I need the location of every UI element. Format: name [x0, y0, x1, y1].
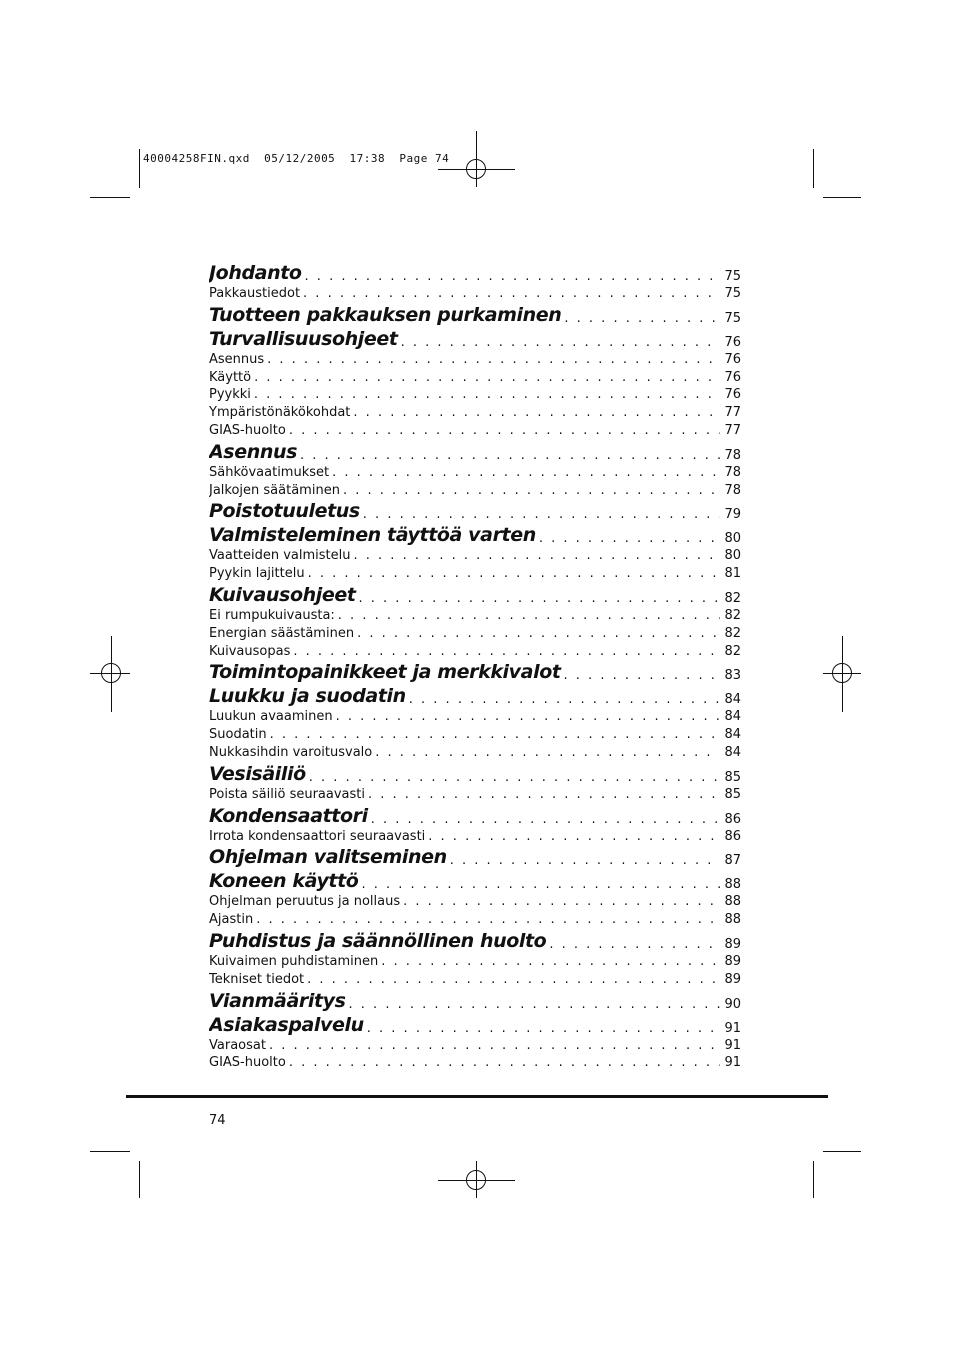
crop-mark — [90, 1151, 130, 1152]
toc-entry-title: Irrota kondensaattori seuraavasti — [209, 828, 426, 844]
dot-leader — [270, 727, 721, 742]
dot-leader — [428, 829, 720, 844]
toc-entry-page: 82 — [724, 607, 741, 623]
toc-entry-page: 78 — [724, 447, 741, 463]
toc-section-entry[interactable] — [209, 930, 741, 954]
crop-mark — [139, 1161, 140, 1198]
toc-entry-page: 88 — [724, 912, 741, 928]
toc-entry-title: Kondensaattori — [209, 804, 368, 827]
toc-subentry[interactable] — [209, 787, 741, 805]
dot-leader — [336, 709, 721, 724]
toc-section-entry[interactable] — [209, 584, 741, 608]
dot-leader — [353, 405, 720, 420]
crop-mark — [823, 197, 861, 198]
toc-subentry[interactable] — [209, 709, 741, 727]
toc-subentry[interactable] — [209, 1055, 741, 1073]
toc-section-entry[interactable] — [209, 990, 741, 1014]
toc-entry-title: Puhdistus ja säännöllinen huolto — [209, 929, 547, 952]
toc-entry-page: 91 — [724, 1020, 741, 1036]
toc-entry-page: 91 — [724, 1037, 741, 1053]
toc-subentry[interactable] — [209, 286, 741, 304]
toc-entry-page: 77 — [724, 422, 741, 438]
toc-section-entry[interactable] — [209, 524, 741, 548]
crop-mark — [813, 1161, 814, 1198]
toc-entry-title: Ohjelman peruutus ja nollaus — [209, 894, 401, 910]
dot-leader — [256, 912, 720, 927]
toc-entry-page: 76 — [724, 369, 741, 385]
toc-entry-page: 89 — [724, 971, 741, 987]
toc-entry-title: GIAS-huolto — [209, 422, 286, 438]
toc-section-entry[interactable] — [209, 500, 741, 524]
toc-entry-page: 79 — [724, 507, 741, 523]
toc-entry-title: Asennus — [209, 351, 265, 367]
toc-subentry[interactable] — [209, 912, 741, 930]
toc-section-entry[interactable] — [209, 846, 741, 870]
toc-entry-page: 85 — [724, 786, 741, 802]
page-number: 74 — [209, 1113, 226, 1128]
toc-entry-title: Pyykki — [209, 387, 251, 403]
dot-leader — [289, 1055, 721, 1070]
dot-leader — [549, 937, 720, 952]
toc-subentry[interactable] — [209, 548, 741, 566]
table-of-contents — [209, 262, 741, 1073]
toc-section-entry[interactable] — [209, 763, 741, 787]
dot-leader — [267, 352, 720, 367]
toc-section-entry[interactable] — [209, 685, 741, 709]
toc-entry-page: 84 — [724, 744, 741, 760]
toc-entry-page: 80 — [724, 548, 741, 564]
dot-leader — [269, 1038, 721, 1053]
toc-entry-title: Pakkaustiedot — [209, 286, 301, 301]
toc-entry-title: Vianmääritys — [209, 989, 346, 1012]
dot-leader — [254, 370, 720, 385]
registration-circle-icon — [832, 663, 852, 683]
dot-leader — [361, 877, 720, 892]
toc-entry-page: 82 — [724, 590, 741, 606]
toc-entry-title: Luukun avaaminen — [209, 709, 333, 725]
dot-leader — [354, 548, 721, 563]
dot-leader — [401, 335, 721, 350]
dot-leader — [564, 311, 720, 326]
toc-subentry[interactable] — [209, 745, 741, 763]
toc-entry-page: 82 — [724, 625, 741, 641]
toc-subentry[interactable] — [209, 608, 741, 626]
toc-subentry[interactable] — [209, 1038, 741, 1056]
toc-section-entry[interactable] — [209, 870, 741, 894]
toc-entry-title: Käyttö — [209, 369, 252, 385]
toc-entry-title: Pyykin lajittelu — [209, 566, 305, 582]
toc-subentry[interactable] — [209, 370, 741, 388]
dot-leader — [308, 566, 721, 581]
dot-leader — [375, 745, 720, 760]
toc-entry-title: Ympäristönäkökohdat — [209, 405, 351, 421]
toc-entry-title: Valmisteleminen täyttöä varten — [209, 524, 536, 547]
toc-entry-title: Kuivausopas — [209, 643, 291, 659]
toc-entry-title: Kuivausohjeet — [209, 583, 356, 606]
toc-entry-page: 80 — [724, 531, 741, 547]
toc-entry-page: 89 — [724, 936, 741, 952]
dot-leader — [371, 812, 721, 827]
dot-leader — [381, 954, 720, 969]
toc-subentry[interactable] — [209, 352, 741, 370]
toc-entry-page: 90 — [724, 996, 741, 1012]
dot-leader — [289, 423, 721, 438]
toc-section-entry[interactable] — [209, 262, 741, 286]
toc-entry-page: 81 — [724, 566, 741, 582]
toc-subentry[interactable] — [209, 387, 741, 405]
toc-section-entry[interactable] — [209, 805, 741, 829]
dot-leader — [332, 465, 720, 480]
toc-entry-page: 84 — [724, 692, 741, 708]
toc-entry-title: Toimintopainikkeet ja merkkivalot — [209, 661, 561, 684]
crop-mark — [823, 1151, 861, 1152]
toc-entry-title: Kuivaimen puhdistaminen — [209, 953, 379, 969]
crop-mark — [813, 149, 814, 188]
toc-entry-page: 85 — [724, 769, 741, 785]
toc-entry-title: Asiakaspalvelu — [209, 1013, 364, 1036]
toc-section-entry[interactable] — [209, 304, 741, 328]
dot-leader — [357, 626, 720, 641]
toc-entry-page: 75 — [724, 286, 741, 301]
toc-section-entry[interactable] — [209, 328, 741, 352]
toc-entry-title: Vesisäiliö — [209, 762, 306, 785]
toc-subentry[interactable] — [209, 727, 741, 745]
dot-leader — [300, 448, 720, 463]
toc-entry-title: Energian säästäminen — [209, 625, 355, 641]
toc-subentry[interactable] — [209, 483, 741, 501]
toc-subentry[interactable] — [209, 829, 741, 847]
toc-entry-page: 89 — [724, 953, 741, 969]
crop-mark — [90, 197, 130, 198]
toc-subentry[interactable] — [209, 405, 741, 423]
dot-leader — [309, 770, 721, 785]
dot-leader — [363, 507, 721, 522]
dot-leader — [409, 692, 721, 707]
crop-mark — [139, 149, 140, 188]
toc-entry-page: 76 — [724, 334, 741, 350]
toc-entry-title: Turvallisuusohjeet — [209, 327, 398, 350]
registration-circle-icon — [466, 1170, 486, 1190]
toc-subentry[interactable] — [209, 626, 741, 644]
toc-entry-title: Sähkövaatimukset — [209, 464, 330, 480]
toc-entry-page: 77 — [724, 405, 741, 421]
toc-entry-page: 75 — [724, 269, 741, 284]
toc-entry-title: Ajastin — [209, 912, 254, 928]
toc-subentry[interactable] — [209, 894, 741, 912]
dot-leader — [539, 531, 721, 546]
dot-leader — [403, 894, 720, 909]
dot-leader — [359, 591, 721, 606]
dot-leader — [564, 668, 721, 683]
toc-entry-title: Poistotuuletus — [209, 500, 360, 523]
toc-entry-title: Tekniset tiedot — [209, 971, 305, 987]
toc-entry-page: 78 — [724, 464, 741, 480]
toc-entry-title: Tuotteen pakkauksen purkaminen — [209, 303, 562, 326]
toc-subentry[interactable] — [209, 423, 741, 441]
dot-leader — [368, 787, 720, 802]
dot-leader — [303, 286, 720, 301]
toc-entry-title: Jalkojen säätäminen — [209, 482, 340, 498]
toc-entry-page: 75 — [724, 310, 741, 326]
registration-circle-icon — [101, 663, 121, 683]
toc-entry-title: Varaosat — [209, 1037, 266, 1053]
toc-entry-page: 86 — [724, 811, 741, 827]
dot-leader — [367, 1021, 721, 1036]
toc-section-entry[interactable] — [209, 1014, 741, 1038]
dot-leader — [450, 853, 721, 868]
toc-entry-page: 83 — [724, 668, 741, 684]
toc-subentry[interactable] — [209, 644, 741, 662]
toc-entry-page: 86 — [724, 828, 741, 844]
toc-entry-page: 84 — [724, 709, 741, 725]
toc-entry-page: 87 — [724, 853, 741, 869]
dot-leader — [343, 483, 721, 498]
toc-entry-title: Luukku ja suodatin — [209, 685, 406, 708]
toc-entry-title: GIAS-huolto — [209, 1055, 286, 1071]
toc-entry-page: 88 — [724, 894, 741, 910]
toc-section-entry[interactable] — [209, 441, 741, 465]
toc-entry-title: Suodatin — [209, 727, 267, 743]
dot-leader — [305, 269, 721, 284]
toc-subentry[interactable] — [209, 954, 741, 972]
dot-leader — [349, 997, 721, 1012]
dot-leader — [338, 608, 721, 623]
toc-entry-page: 88 — [724, 877, 741, 893]
print-slug: 40004258FIN.qxd 05/12/2005 17:38 Page 74 — [143, 152, 450, 165]
footer-rule — [126, 1095, 828, 1098]
toc-entry-page: 76 — [724, 351, 741, 367]
toc-entry-page: 91 — [724, 1055, 741, 1071]
toc-entry-page: 84 — [724, 727, 741, 743]
toc-entry-title: Nukkasihdin varoitusvalo — [209, 744, 373, 760]
toc-entry-title: Koneen käyttö — [209, 870, 359, 893]
toc-entry-title: Johdanto — [209, 262, 302, 284]
toc-subentry[interactable] — [209, 465, 741, 483]
toc-entry-page: 76 — [724, 387, 741, 403]
toc-entry-title: Vaatteiden valmistelu — [209, 548, 351, 564]
toc-subentry[interactable] — [209, 566, 741, 584]
toc-entry-page: 82 — [724, 643, 741, 659]
dot-leader — [307, 972, 720, 987]
toc-entry-page: 78 — [724, 482, 741, 498]
toc-entry-title: Poista säiliö seuraavasti — [209, 786, 365, 802]
toc-entry-title: Asennus — [209, 440, 297, 463]
toc-section-entry[interactable] — [209, 661, 741, 685]
toc-entry-title: Ei rumpukuivausta: — [209, 607, 335, 623]
dot-leader — [293, 644, 720, 659]
toc-entry-title: Ohjelman valitseminen — [209, 846, 447, 869]
toc-subentry[interactable] — [209, 972, 741, 990]
dot-leader — [254, 387, 721, 402]
registration-circle-icon — [466, 159, 486, 179]
